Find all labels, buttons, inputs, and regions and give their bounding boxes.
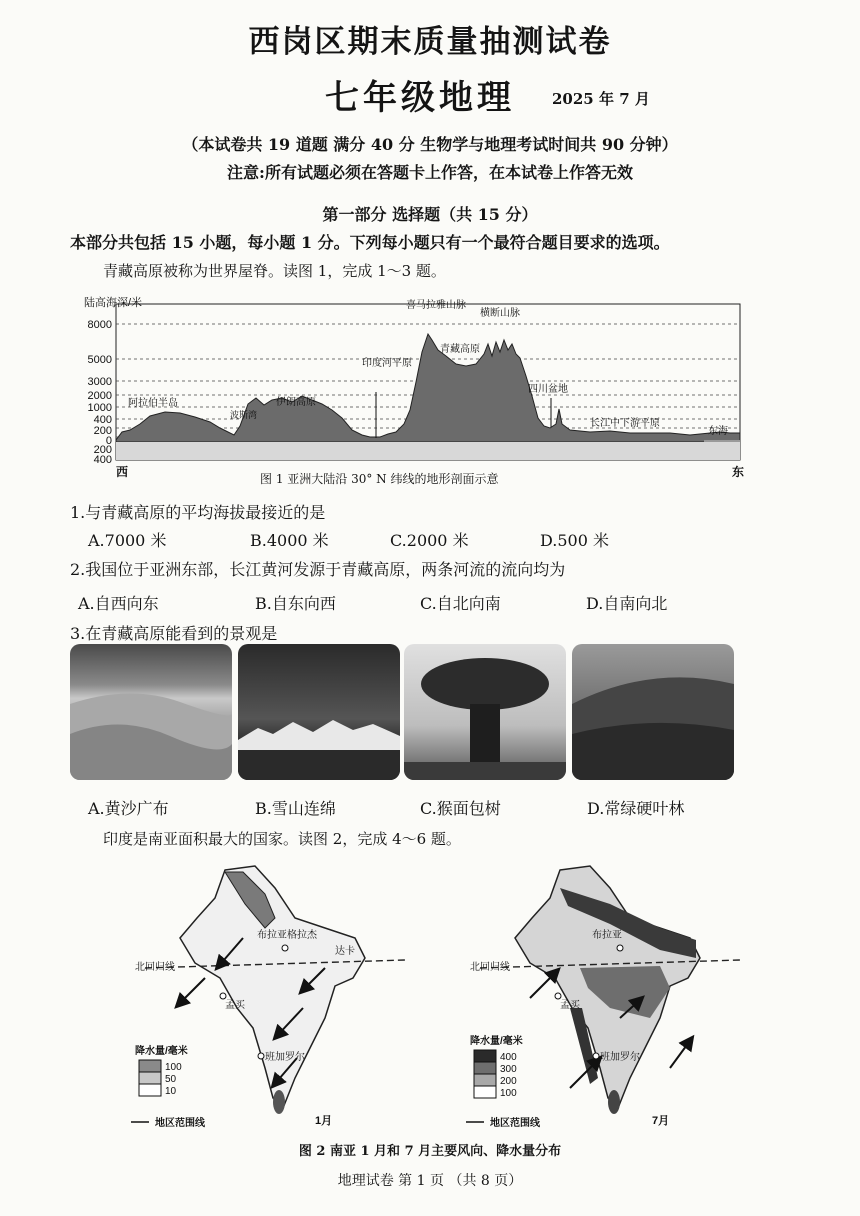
forest-hills [572,644,734,780]
jul-legend-3: 200 [500,1076,517,1087]
q3-option-b: B.雪山连绵 [255,799,336,818]
label-himalaya: 喜马拉雅山脉 [406,300,466,311]
q1-option-c: C.2000 米 [390,531,469,550]
intro-figure2: 印度是南亚面积最大的国家。读图 2，完成 4～6 题。 [103,830,461,848]
q2-option-c: C.自北向南 [420,594,501,613]
part-heading: 第一部分 选择题（共 15 分） [322,205,538,224]
q3-option-c: C.猴面包树 [420,799,501,818]
jul-city-1: 布拉亚 [592,930,622,941]
ytick: 400 [93,454,112,466]
q3-option-d: D.常绿硬叶林 [587,799,685,818]
profile-svg [70,292,750,492]
y-axis-label: 陆高海深/米 [84,297,143,309]
q2-option-b: B.自东向西 [255,594,336,613]
exam-info: （本试卷共 19 道题 满分 40 分 生物学与地理考试时间共 90 分钟） [182,135,678,154]
label-eastsea: 东海 [708,426,728,437]
jul-city-2: 孟买 [560,1000,580,1011]
map-jul-svg [460,858,750,1133]
figure1-caption: 图 1 亚洲大陆沿 30° N 纬线的地形剖面示意 [260,472,499,486]
photo-snow-mountains [238,644,400,780]
label-arabia: 阿拉伯半岛 [128,398,178,409]
snow-peaks [238,644,400,780]
label-hengduan: 横断山脉 [480,308,520,319]
exam-subtitle: 七年级地理 [325,78,515,118]
ytick: 1000 [87,402,112,414]
jan-legend-2: 50 [165,1074,177,1085]
label-indus: 印度河平原 [362,358,412,369]
ytick: 0 [105,435,112,447]
intro-figure1: 青藏高原被称为世界屋脊。读图 1，完成 1～3 题。 [103,262,446,280]
label-east: 东 [732,465,745,479]
ytick: 8000 [87,319,112,331]
ytick: 3000 [87,376,112,388]
jan-legend-1: 100 [165,1062,182,1073]
jul-city-3: 班加罗尔 [600,1052,640,1063]
label-sichuan: 四川盆地 [528,384,568,395]
map-january [125,858,415,1133]
label-west: 西 [116,465,129,479]
ytick: 2000 [87,390,112,402]
jan-city-3: 孟买 [225,1000,245,1011]
figure1-profile [70,292,750,492]
jan-legend-title: 降水量/毫米 [135,1046,188,1057]
desert-dunes [70,644,232,780]
ytick: 5000 [87,354,112,366]
jul-boundary-label: 地区范围线 [490,1118,540,1129]
label-iran: 伊朗高原 [276,397,316,408]
photo-desert [70,644,232,780]
q1-option-a: A.7000 米 [88,531,167,550]
jan-city-2: 达卡 [335,946,355,957]
ytick: 200 [93,444,112,456]
ytick: 200 [93,425,112,437]
jul-legend-2: 300 [500,1064,517,1075]
q2-option-a: A.自西向东 [78,594,159,613]
jan-month-label: 1月 [315,1115,333,1127]
q1-option-d: D.500 米 [540,531,609,550]
baobab-tree [404,644,566,780]
ytick: 400 [93,414,112,426]
jul-legend-4: 100 [500,1088,517,1099]
question-1: 1.与青藏高原的平均海拔最接近的是 [70,503,326,522]
q3-option-a: A.黄沙广布 [88,799,169,818]
q2-option-d: D.自南向北 [586,594,668,613]
exam-notice: 注意:所有试题必须在答题卡上作答，在本试卷上作答无效 [227,163,633,182]
question-2: 2.我国位于亚洲东部，长江黄河发源于青藏高原，两条河流的流向均为 [70,560,566,579]
jul-legend-title: 降水量/毫米 [470,1036,523,1047]
label-qingzang: 青藏高原 [440,344,480,355]
jan-tropic-label: 北回归线 [135,962,175,973]
jan-boundary-label: 地区范围线 [155,1118,205,1129]
question-3: 3.在青藏高原能看到的景观是 [70,624,278,643]
map-july [460,858,750,1133]
jan-city-4: 班加罗尔 [265,1052,305,1063]
label-persian-gulf: 波斯湾 [230,410,258,420]
label-yangtze: 长江中下游平原 [590,418,660,429]
photo-sclerophyll-forest [572,644,734,780]
jul-legend-1: 400 [500,1052,517,1063]
q1-option-b: B.4000 米 [250,531,329,550]
photo-baobab [404,644,566,780]
jul-month-label: 7月 [652,1115,670,1127]
jan-legend-3: 10 [165,1086,177,1097]
figure2-caption: 图 2 南亚 1 月和 7 月主要风向、降水量分布 [298,1144,562,1159]
part-instruction: 本部分共包括 15 小题，每小题 1 分。下列每小题只有一个最符合题目要求的选项。 [70,233,670,252]
jul-tropic-label: 北回归线 [470,962,510,973]
exam-date: 2025 年 7 月 [552,90,650,108]
map-jan-svg [125,858,415,1133]
page-footer: 地理试卷 第 1 页 （共 8 页） [337,1173,523,1189]
exam-title: 西岗区期末质量抽测试卷 [248,24,612,60]
jan-city-1: 布拉亚格拉杰 [257,930,317,941]
